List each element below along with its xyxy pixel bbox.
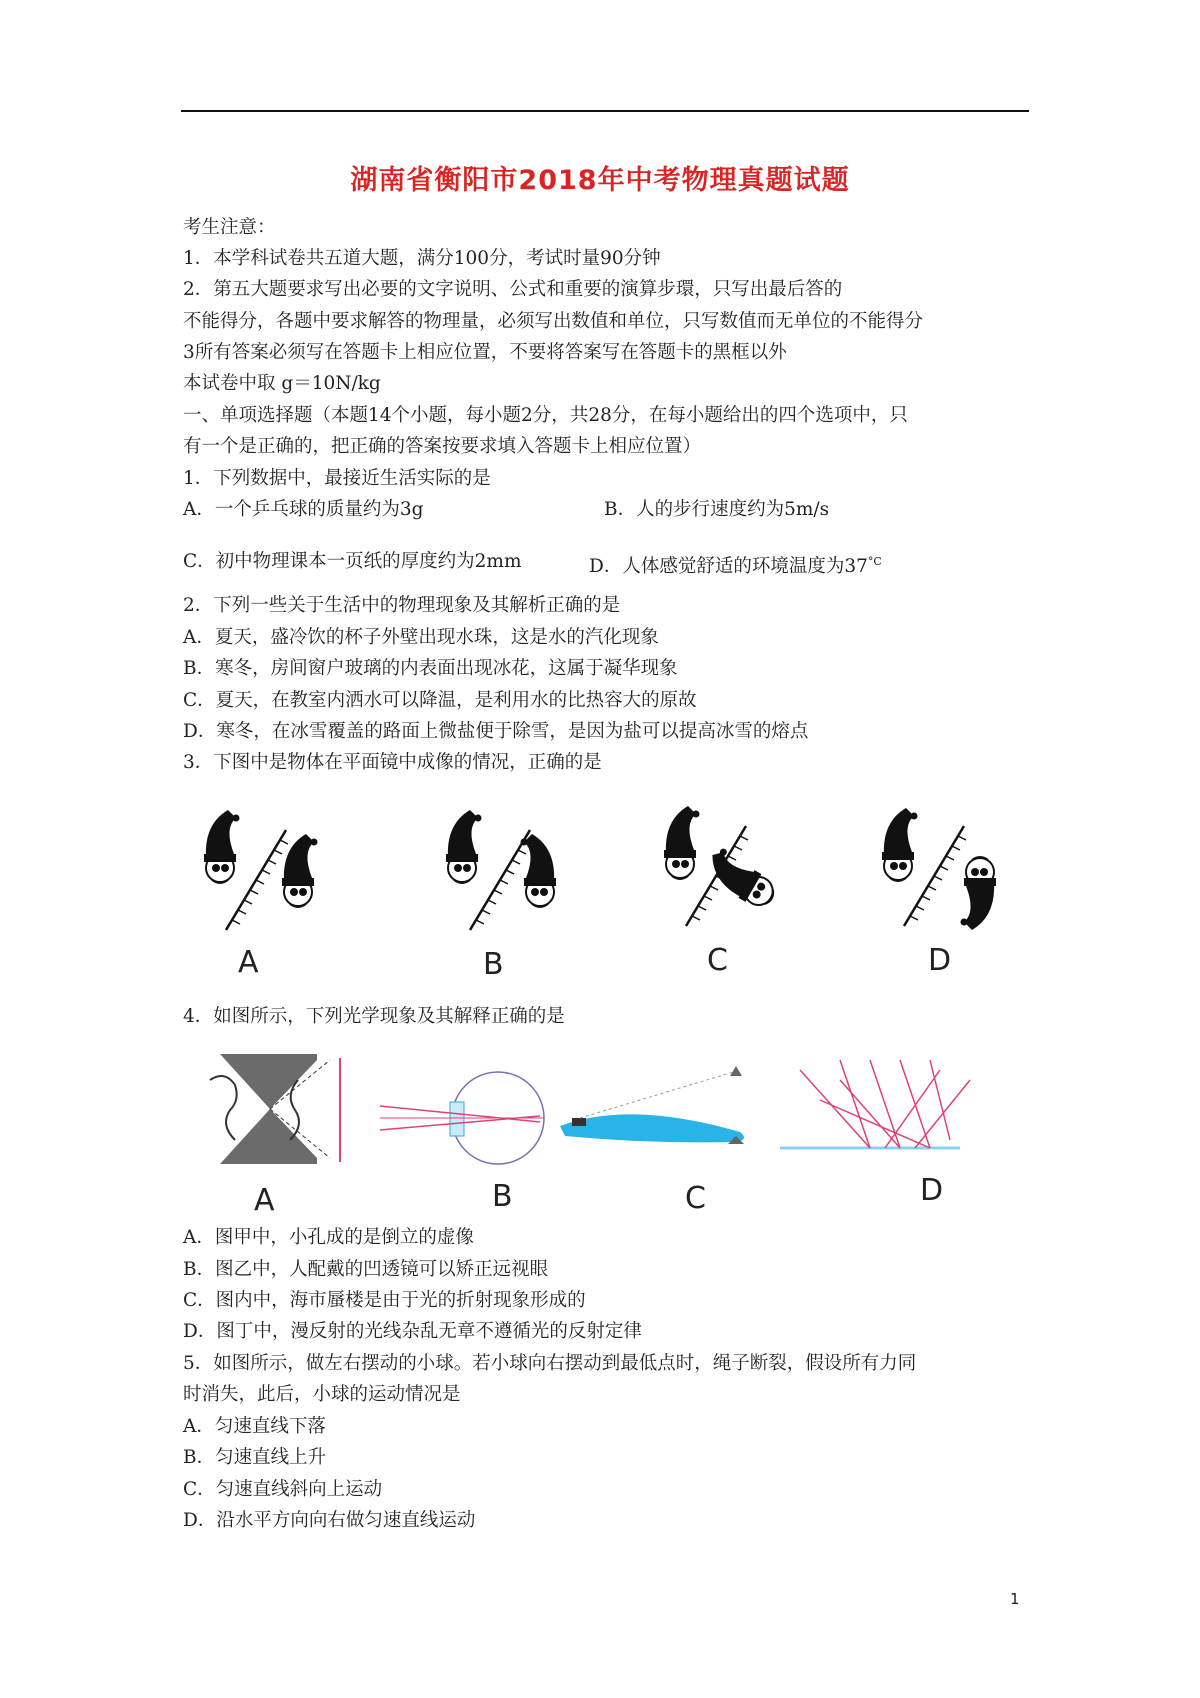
q3-label-c: C bbox=[707, 943, 728, 978]
q2-option-a: A．夏天，盛冷饮的杯子外壁出现水珠，这是水的汽化现象 bbox=[183, 627, 659, 648]
q4-label-c: C bbox=[685, 1181, 706, 1215]
page-number: 1 bbox=[1010, 1590, 1020, 1608]
notice-item-1: 1．本学科试卷共五道大题，满分100分，考试时量90分钟 bbox=[183, 248, 661, 269]
notice-item-3: 3所有答案必须写在答题卡上相应位置，不要将答案写在答题卡的黑框以外 bbox=[183, 342, 787, 363]
q4-eye-lens-drawing bbox=[380, 1072, 544, 1164]
q1-stem: 1．下列数据中，最接近生活实际的是 bbox=[183, 468, 491, 489]
q4-diffuse-reflection-drawing bbox=[780, 1060, 970, 1148]
q4-option-b: B．图乙中，人配戴的凹透镜可以矫正远视眼 bbox=[183, 1259, 549, 1280]
q5-option-a: A．匀速直线下落 bbox=[183, 1416, 326, 1437]
q3-stem: 3．下图中是物体在平面镜中成像的情况，正确的是 bbox=[183, 752, 602, 773]
q1-option-a: A．一个乒乓球的质量约为3g bbox=[183, 499, 424, 520]
q4-option-c: C．图内中，海市蜃楼是由于光的折射现象形成的 bbox=[183, 1290, 586, 1311]
page-title: 湖南省衡阳市2018年中考物理真题试题 bbox=[350, 165, 850, 196]
q5-option-b: B．匀速直线上升 bbox=[183, 1447, 327, 1468]
header-rule bbox=[181, 110, 1029, 112]
notice-heading: 考生注意： bbox=[183, 217, 276, 238]
q4-label-d: D bbox=[920, 1173, 944, 1208]
q3-option-c-drawing bbox=[664, 806, 781, 926]
q1-option-b: B．人的步行速度约为5m/s bbox=[604, 499, 830, 520]
q1-option-d-unit: °C bbox=[867, 555, 882, 568]
q4-optics-figure bbox=[180, 1040, 1040, 1215]
q4-stem: 4．如图所示，下列光学现象及其解释正确的是 bbox=[183, 1006, 565, 1027]
q2-option-d: D．寒冬，在冰雪覆盖的路面上微盐便于除雪，是因为盐可以提高冰雪的熔点 bbox=[183, 721, 809, 742]
q3-label-d: D bbox=[928, 943, 952, 978]
q4-option-d: D．图丁中，漫反射的光线杂乱无章不遵循光的反射定律 bbox=[183, 1321, 642, 1342]
notice-g-value: 本试卷中取 g＝10N/kg bbox=[183, 373, 381, 394]
q2-option-b: B．寒冬，房间窗户玻璃的内表面出现冰花，这属于凝华现象 bbox=[183, 658, 678, 679]
section-1-line-2: 有一个是正确的，把正确的答案按要求填入答题卡上相应位置） bbox=[183, 436, 702, 457]
q1-option-d bbox=[589, 550, 882, 579]
q1-option-d-text: D．人体感觉舒适的环境温度为37 bbox=[589, 556, 868, 578]
q3-label-b: B bbox=[483, 947, 504, 980]
q3-option-a-drawing bbox=[204, 810, 318, 930]
notice-item-2b: 不能得分，各题中要求解答的物理量，必须写出数值和单位，只写数值而无单位的不能得分 bbox=[183, 311, 924, 332]
q3-option-b-drawing bbox=[446, 810, 556, 930]
notice-item-2a: 2．第五大题要求写出必要的文字说明、公式和重要的演算步環，只写出最后答的 bbox=[183, 279, 843, 300]
q4-label-a: A bbox=[254, 1183, 275, 1215]
q4-mirage-drawing bbox=[560, 1066, 744, 1144]
q3-mirror-figure bbox=[180, 800, 1040, 980]
q3-option-d-drawing bbox=[882, 808, 996, 930]
q2-option-c: C．夏天，在教室内洒水可以降温，是利用水的比热容大的原故 bbox=[183, 690, 697, 711]
q2-stem: 2．下列一些关于生活中的物理现象及其解析正确的是 bbox=[183, 595, 621, 616]
q1-option-c: C．初中物理课本一页纸的厚度约为2mm bbox=[183, 551, 522, 572]
q5-stem-line-2: 时消失，此后，小球的运动情况是 bbox=[183, 1384, 461, 1405]
q5-option-d: D．沿水平方向向右做匀速直线运动 bbox=[183, 1510, 476, 1531]
q5-stem-line-1: 5．如图所示，做左右摆动的小球。若小球向右摆动到最低点时，绳子断裂，假设所有力同 bbox=[183, 1353, 917, 1374]
q4-pinhole-drawing bbox=[202, 1054, 340, 1164]
q5-option-c: C．匀速直线斜向上运动 bbox=[183, 1479, 383, 1500]
q4-label-b: B bbox=[492, 1179, 513, 1214]
q3-label-a: A bbox=[238, 945, 259, 980]
section-1-line-1: 一、单项选择题（本题14个小题，每小题2分，共28分，在每小题给出的四个选项中，只 bbox=[183, 405, 908, 426]
q4-option-a: A．图甲中，小孔成的是倒立的虚像 bbox=[183, 1227, 474, 1248]
